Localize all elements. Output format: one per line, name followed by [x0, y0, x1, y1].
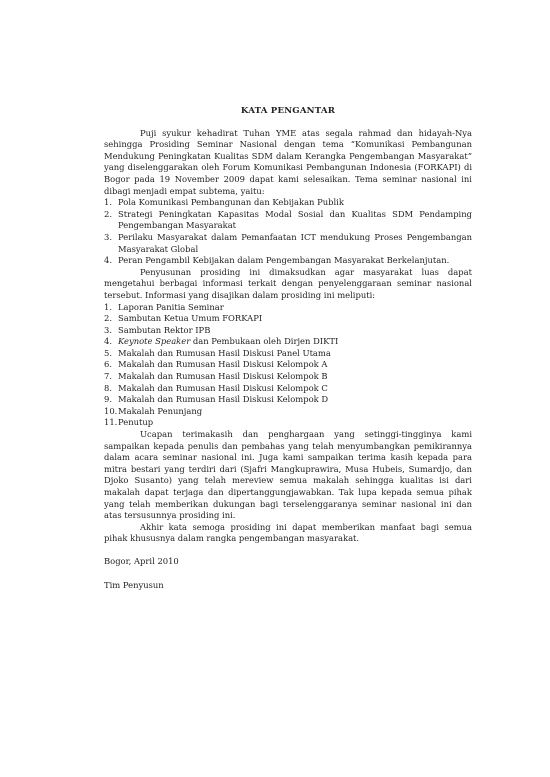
keynote-speaker-text: Keynote Speaker: [118, 336, 191, 347]
list-item: 10. Makalah Penunjang: [104, 405, 203, 416]
list-item: 7. Makalah dan Rumusan Hasil Diskusi Kelompok B: [104, 371, 328, 382]
list-item: 2. Sambutan Ketua Umum FORKAPI: [104, 313, 263, 324]
intro-paragraph: Puji syukur kehadirat Tuhan YME atas segala rahmad dan hidayah-Nya sehingga Prosiding Seminar Nasional dengan tema “Komunikasi Pembangunan Mendukung Peningkatan Kualitas SDM dalam Kerangka Pengembangan Masyarakat” yang diselenggarakan oleh Forum Komunikasi Pembangunan Indonesia (FORKAPI) di Bogor pada 19 November 2009 dapat kami selesaikan. Tema seminar nasional ini dibagi menjadi empat subtema, yaitu:: [104, 127, 472, 196]
list-item: 8. Makalah dan Rumusan Hasil Diskusi Kelompok C: [104, 382, 328, 393]
list-item: 1. Laporan Panitia Seminar: [104, 301, 224, 312]
list-item: 5. Makalah dan Rumusan Hasil Diskusi Panel Utama: [104, 347, 331, 358]
thanks-paragraph: Ucapan terimakasih dan penghargaan yang setinggi-tingginya kami sampaikan kepada penulis dan pembahas yang telah menyumbangkan pemikirannya dalam acara seminar nasional ini. Juga kami sampaikan terima kasih kepada para mitra bestari yang terdiri dari (Sjafri Mangkuprawira, Musa Hubeis, Sumardjo, dan Djoko Susanto) yang telah mereview semua makalah sehingga kualitas isi dari makalah dapat terjaga dan dipertanggungjawabkan. Tak lupa kepada semua pihak yang telah memberikan dukungan bagi terselenggaranya seminar nasional ini dan atas tersusunnya prosiding ini.: [104, 429, 472, 521]
list-item: 11. Penutup: [104, 417, 154, 428]
place-date: Bogor, April 2010: [104, 555, 179, 566]
list-item: 1. Pola Komunikasi Pembangunan dan Kebijakan Publik: [104, 197, 344, 208]
page-title: KATA PENGANTAR: [240, 106, 336, 116]
list-item: 2. Strategi Peningkatan Kapasitas Modal Sosial dan Kualitas SDM Pendamping Pengembangan Masyarakat: [104, 208, 472, 231]
closing-paragraph: Akhir kata semoga prosiding ini dapat memberikan manfaat bagi semua pihak khususnya dalam rangka pengembangan masyarakat.: [104, 521, 472, 544]
list-item: 4. Keynote Speaker dan Pembukaan oleh Dirjen DIKTI: [104, 336, 339, 347]
list-item: 3. Sambutan Rektor IPB: [104, 324, 211, 335]
purpose-paragraph: Penyusunan prosiding ini dimaksudkan agar masyarakat luas dapat mengetahui berbagai informasi terkait dengan penyelenggaraan seminar nasional tersebut. Informasi yang disajikan dalam prosiding ini meliputi:: [104, 266, 472, 300]
list-item: 6. Makalah dan Rumusan Hasil Diskusi Kelompok A: [104, 359, 328, 370]
list-item: 4. Peran Pengambil Kebijakan dalam Pengembangan Masyarakat Berkelanjutan.: [104, 255, 450, 266]
contents-list: [104, 302, 472, 430]
signature: Tim Penyusun: [104, 579, 164, 590]
list-item: 3. Perilaku Masyarakat dalam Pemanfaatan ICT mendukung Proses Pengembangan Masyarakat Global: [104, 231, 472, 254]
subtheme-list: [104, 197, 472, 267]
document-body: [104, 106, 472, 591]
list-item: 9. Makalah dan Rumusan Hasil Diskusi Kelompok D: [104, 394, 329, 405]
